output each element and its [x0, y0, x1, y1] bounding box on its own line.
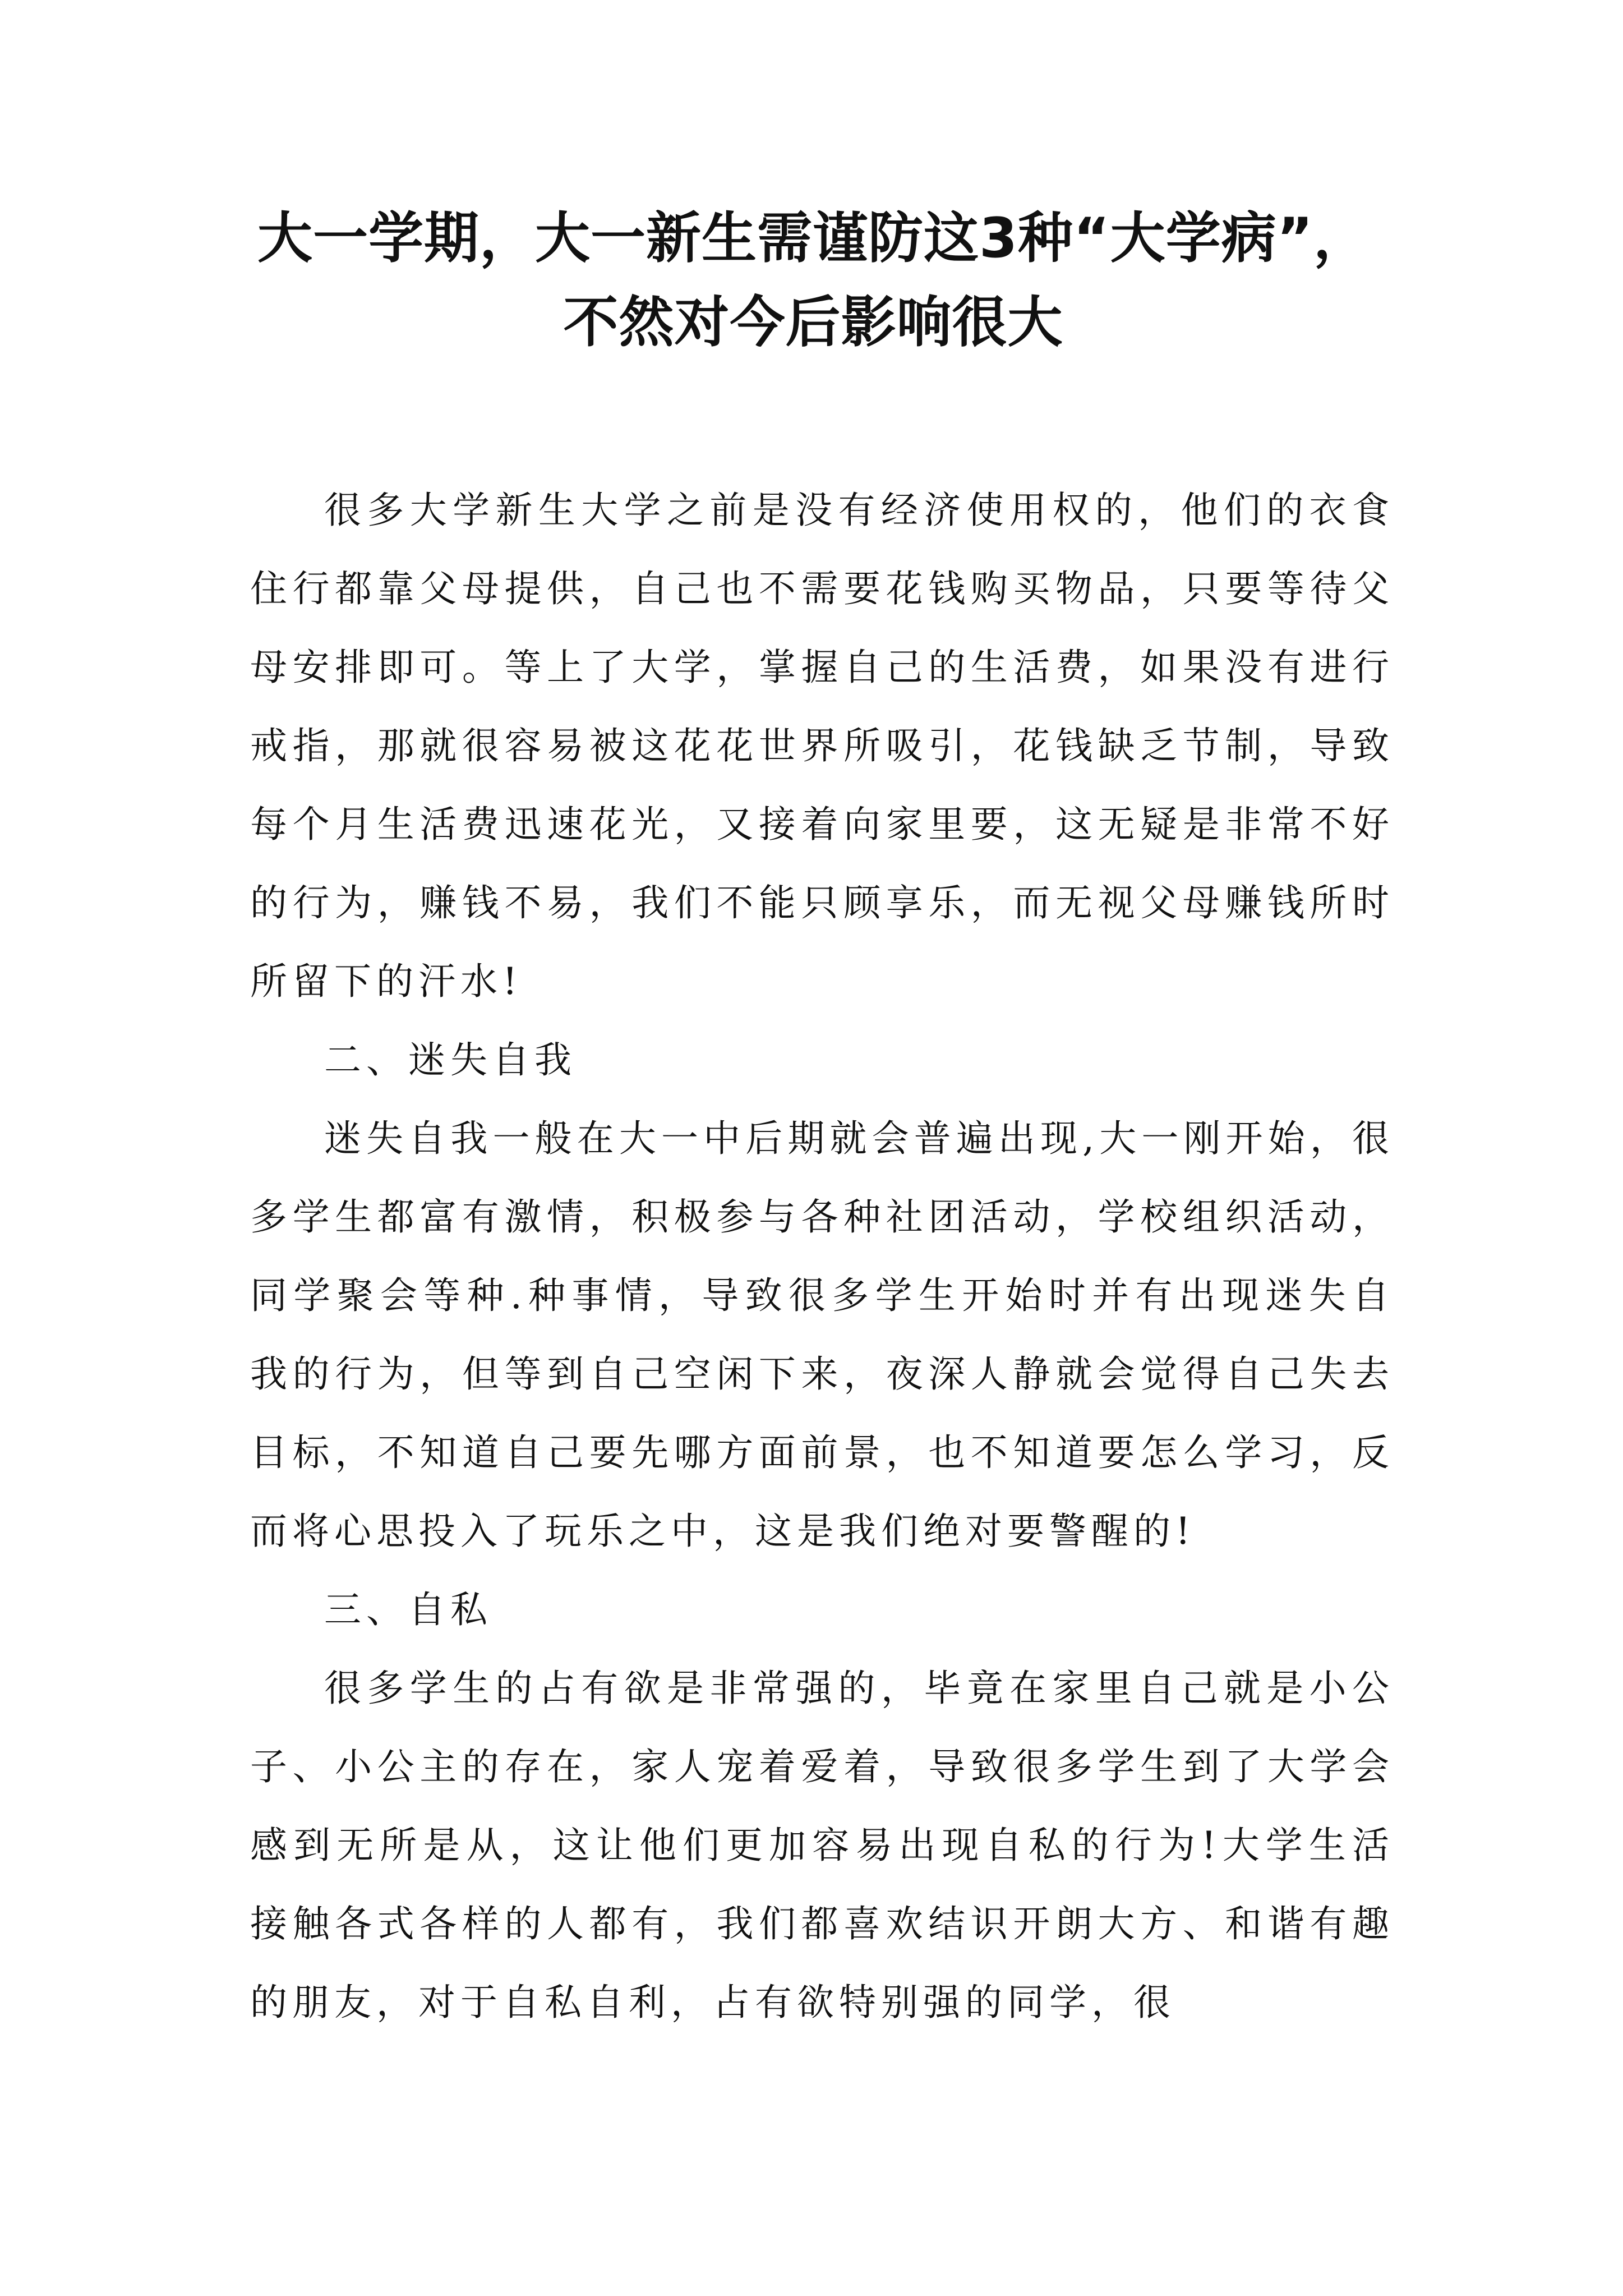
- paragraph-spending: 很多大学新生大学之前是没有经济使用权的，他们的衣食住行都靠父母提供，自己也不需要花钱购买物品，只要等待父母安排即可。等上了大学，掌握自己的生活费，如果没有进行戒指，那就很容易被这花花世界所吸引，花钱缺乏节制，导致每个月生活费迅速花光，又接着向家里要，这无疑是非常不好的行为，赚钱不易，我们不能只顾享乐，而无视父母赚钱所时所留下的汗水!: [250, 489, 1394, 1003]
- document-title: 大一学期，大一新生需谨防这3种“大学病”，不然对今后影响很大: [257, 206, 1369, 355]
- paragraph-selfish: 很多学生的占有欲是非常强的，毕竟在家里自己就是小公子、小公主的存在，家人宠着爱着，导致很多学生到了大学会感到无所是从，这让他们更加容易出现自私的行为!大学生活接触各式各样的人都有，我们都喜欢结识开朗大方、和谐有趣的朋友，对于自私自利，占有欲特别强的同学，很: [250, 1667, 1394, 2024]
- section-heading-selfish: 三、自私: [324, 1588, 492, 1631]
- paragraph-lost-self: 迷失自我一般在大一中后期就会普遍出现,大一刚开始，很多学生都富有激情，积极参与各种社团活动，学校组织活动，同学聚会等种.种事情，导致很多学生开始时并有出现迷失自我的行为，但等到自己空闲下来，夜深人静就会觉得自己失去目标，不知道自己要先哪方面前景，也不知道要怎么学习，反而将心思投入了玩乐之中，这是我们绝对要警醒的!: [250, 1117, 1394, 1553]
- document-body: [250, 471, 1394, 2042]
- section-heading-lost-self: 二、迷失自我: [324, 1038, 577, 1082]
